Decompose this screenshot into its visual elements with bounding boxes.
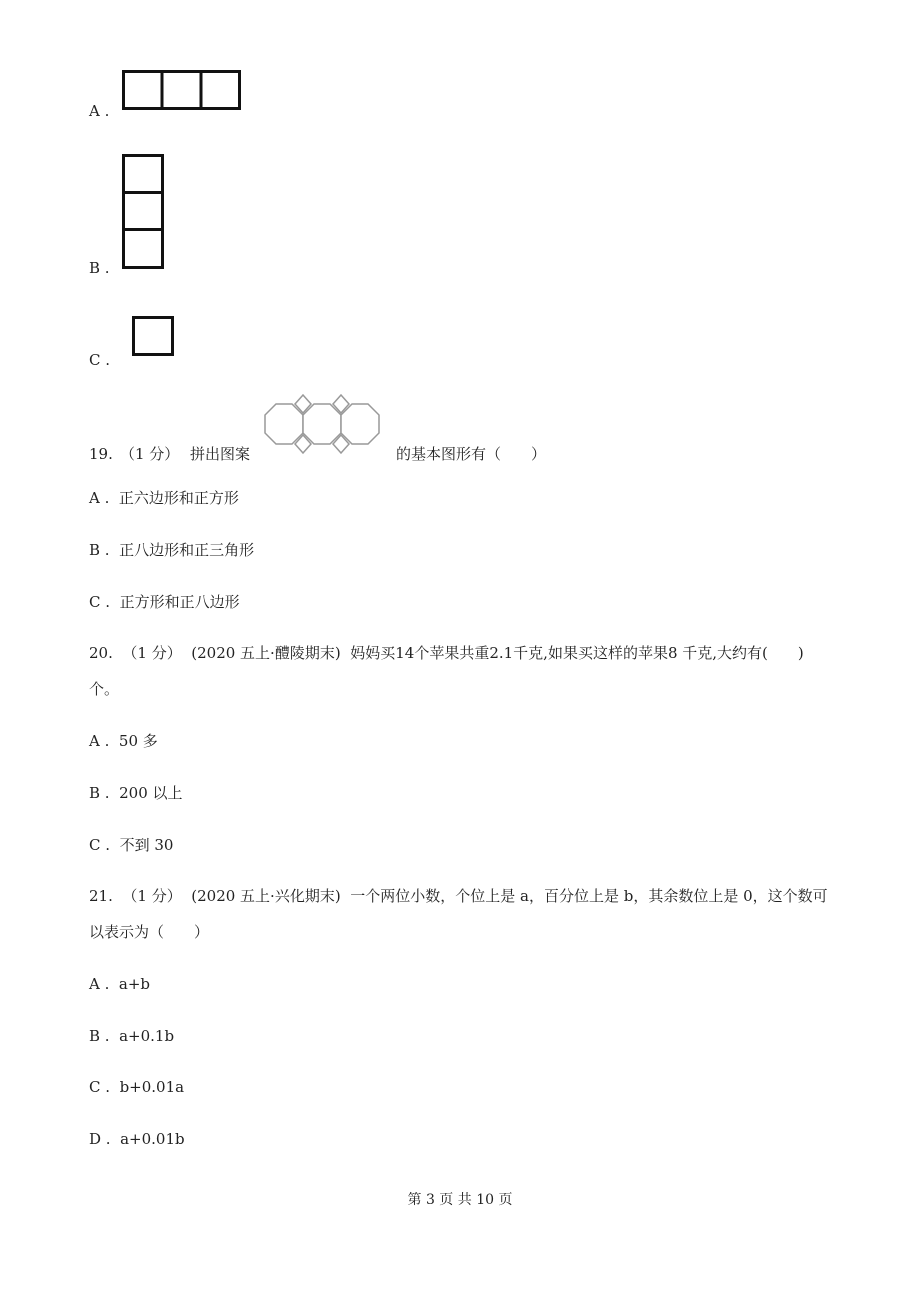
option-label: A . [89, 732, 110, 750]
q20-source: (2020 五上·醴陵期末) [191, 644, 341, 662]
q21-line2: 以表示为（ ） [89, 923, 210, 941]
q18-option-a-label: A . [89, 102, 110, 120]
three-squares-vertical-figure [122, 154, 166, 270]
option-text: a+b [118, 975, 151, 993]
page-footer: 第 3 页 共 10 页 [407, 1192, 513, 1208]
option-label: C . [89, 836, 111, 854]
three-squares-horizontal-figure [122, 70, 242, 112]
q20-line1 [89, 643, 804, 663]
option-text: a+0.01b [120, 1130, 185, 1148]
single-square-figure [132, 316, 176, 358]
option-label: B . [89, 1027, 110, 1045]
q20-number: 20. [89, 644, 113, 662]
option-label: B . [89, 541, 110, 559]
q21-option-b [89, 1026, 174, 1046]
option-label: A . [89, 489, 110, 507]
q18-option-c-label: C . [89, 351, 111, 369]
q18-option-b-label: B . [89, 259, 110, 277]
q21-option-d [89, 1129, 185, 1149]
option-text: b+0.01a [119, 1078, 185, 1096]
q21-line1 [89, 886, 828, 906]
q20-score: （1 分） [122, 644, 182, 662]
option-text: 正方形和正八边形 [119, 593, 240, 611]
q21-option-a [89, 974, 150, 994]
q20-option-a [89, 731, 158, 751]
q21-number: 21. [89, 887, 113, 905]
option-text: 200 以上 [119, 784, 183, 802]
q21-source: (2020 五上·兴化期末) [191, 887, 341, 905]
octagon-square-tiling-figure [262, 394, 392, 460]
q19-text-before: 拼出图案 [190, 445, 251, 463]
option-text: 正六边形和正方形 [118, 489, 239, 507]
q20-option-c [89, 835, 173, 855]
q19-option-a [89, 488, 239, 508]
option-label: C . [89, 593, 111, 611]
q19-text-after: 的基本图形有（ ） [396, 445, 547, 463]
q20-line2: 个。 [89, 680, 120, 698]
option-text: 50 多 [118, 732, 158, 750]
option-label: B . [89, 784, 110, 802]
q19-number: 19. [89, 445, 113, 463]
q21-option-c [89, 1077, 184, 1097]
q21-score: （1 分） [122, 887, 182, 905]
option-text: a+0.1b [119, 1027, 175, 1045]
q19-option-c [89, 592, 240, 612]
option-text: 正八边形和正三角形 [119, 541, 255, 559]
q19-option-b [89, 540, 254, 560]
option-label: A . [89, 975, 110, 993]
q20-question-text: 妈妈买14个苹果共重2.1千克,如果买这样的苹果8 千克,大约有( ) [350, 644, 804, 662]
q19-score: （1 分） [120, 445, 180, 463]
option-label: C . [89, 1078, 111, 1096]
q20-option-b [89, 783, 183, 803]
q21-question-text: 一个两位小数，个位上是 a，百分位上是 b，其余数位上是 0，这个数可 [350, 887, 828, 905]
option-text: 不到 30 [119, 836, 174, 854]
option-label: D . [89, 1130, 111, 1148]
